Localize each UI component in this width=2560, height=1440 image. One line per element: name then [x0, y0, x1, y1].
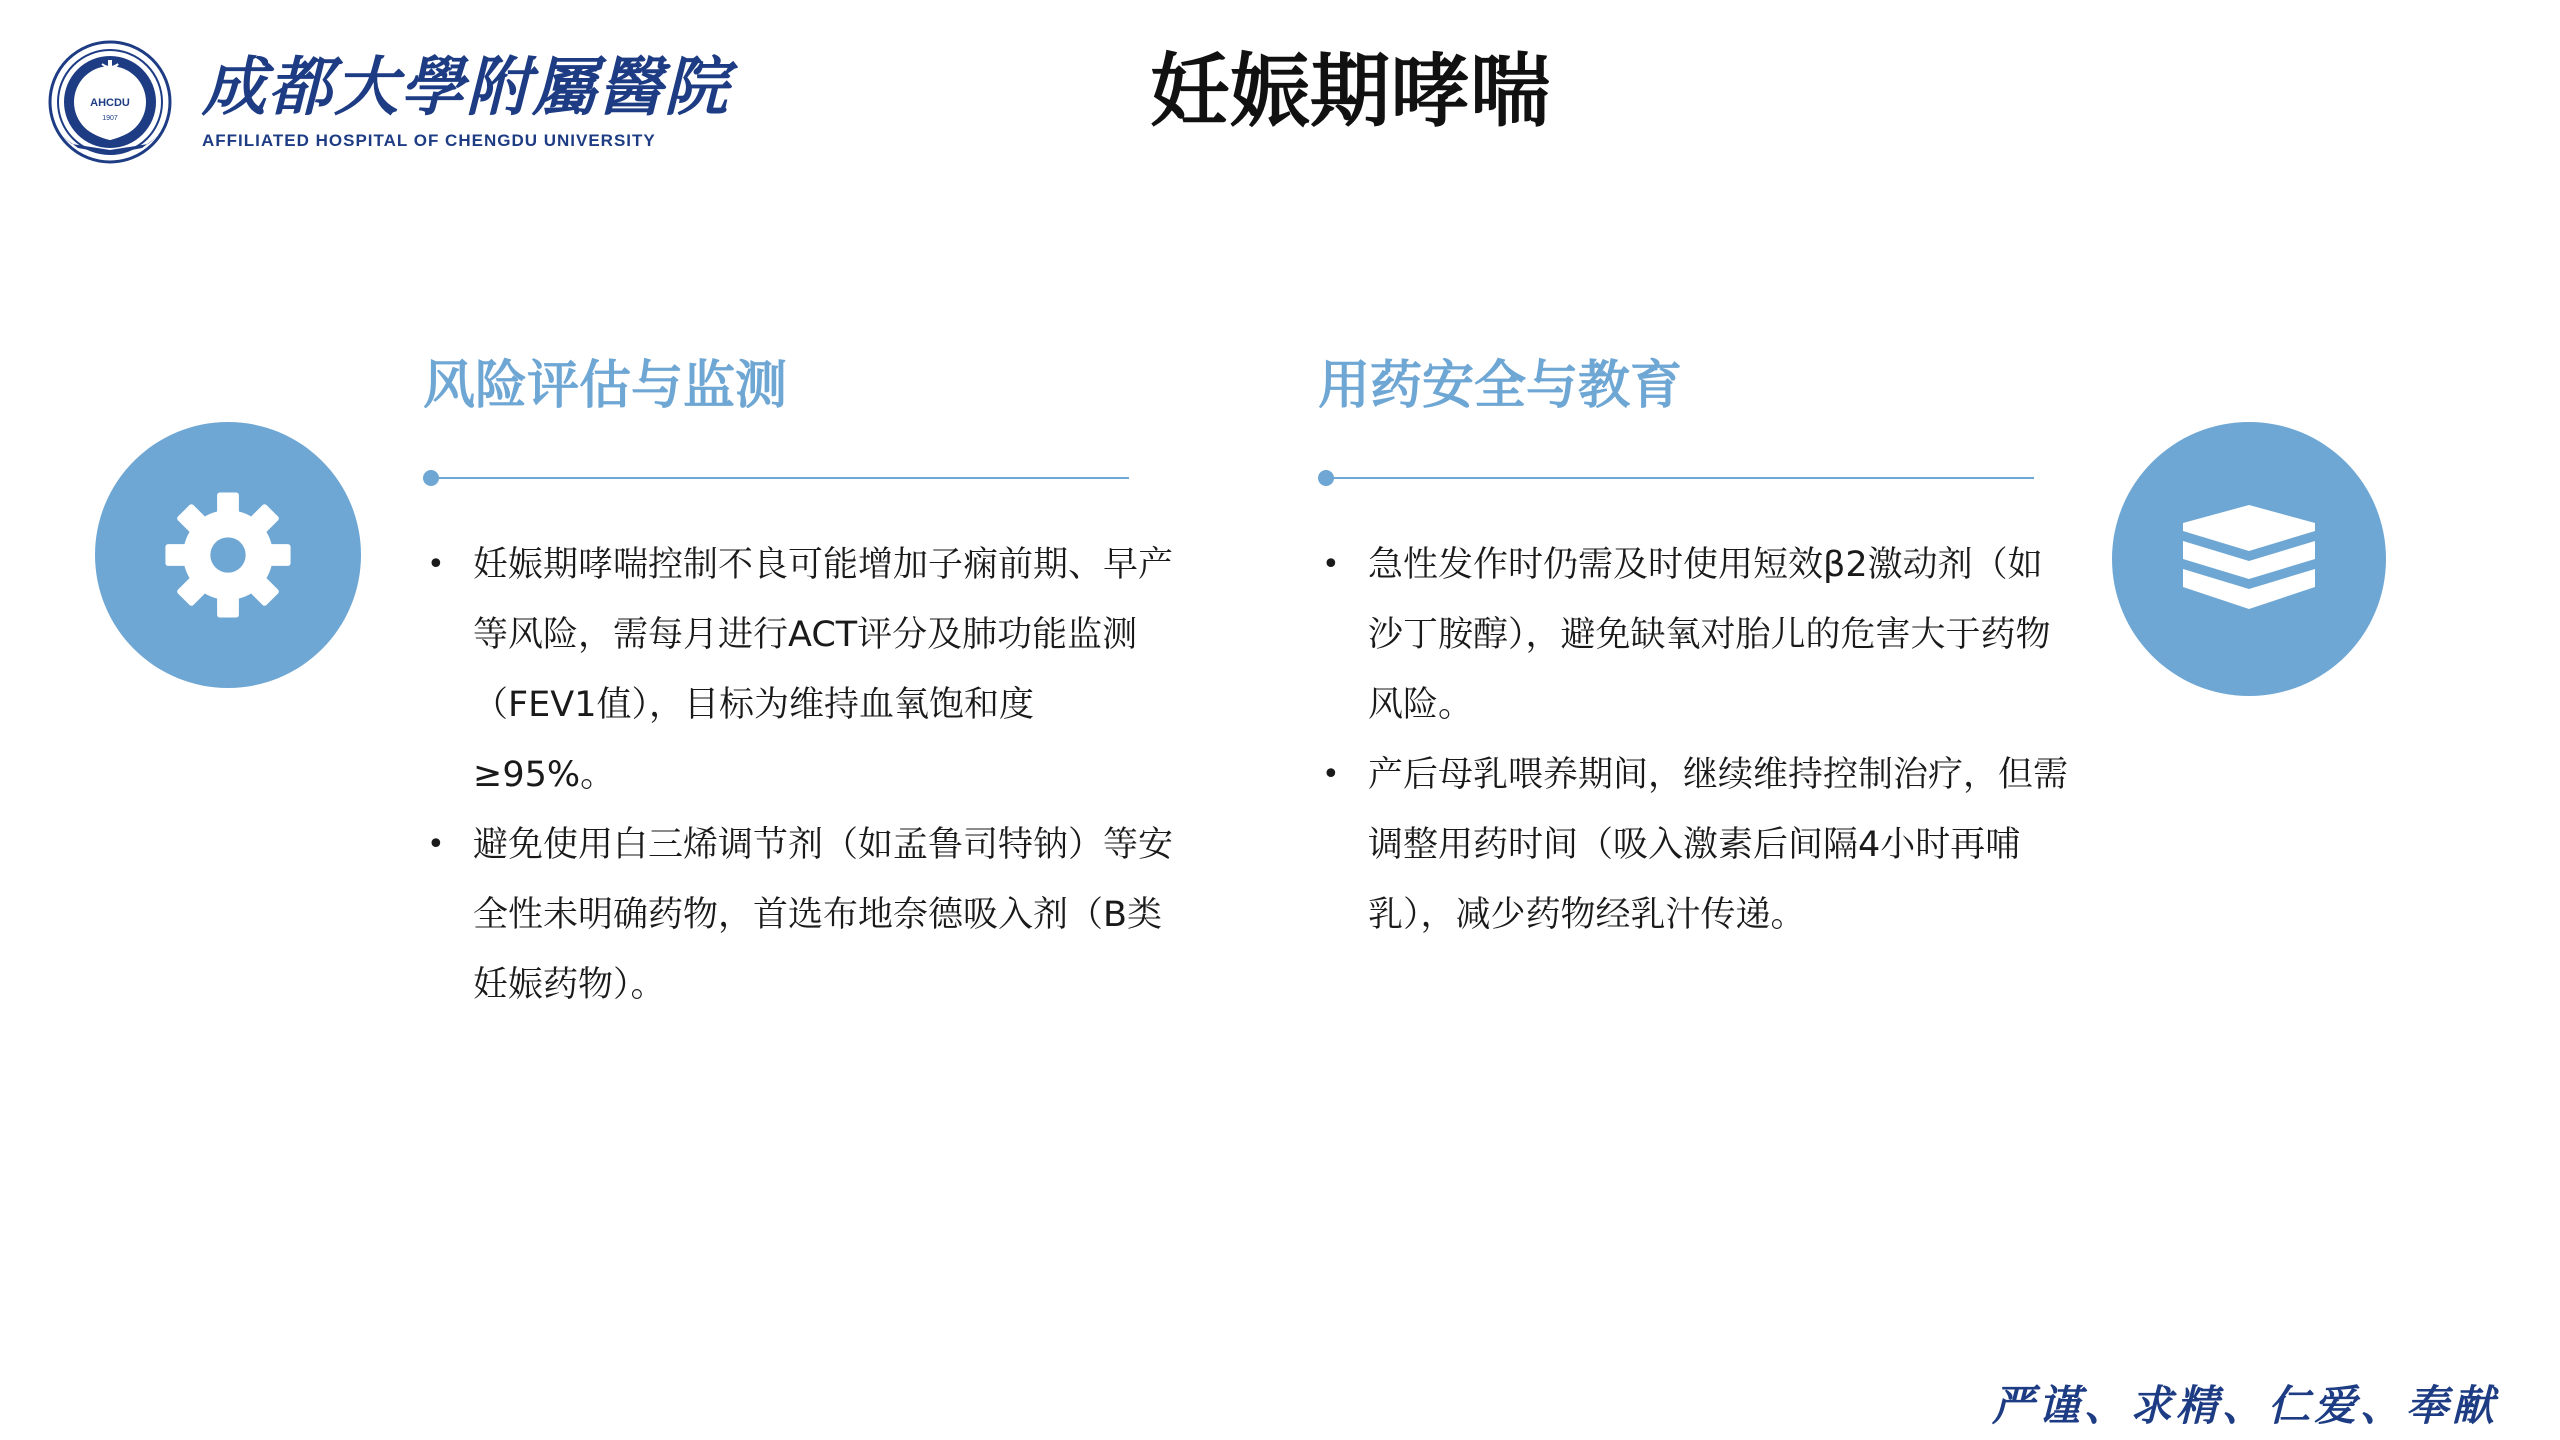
bullet-dot-icon: •: [1322, 757, 1340, 792]
page-title: 妊娠期哮喘: [1150, 45, 1550, 138]
logo-name-cn: 成都大學附屬醫院: [202, 50, 730, 125]
section-divider: [423, 470, 1183, 486]
bullet-dot-icon: •: [427, 827, 445, 862]
bullet-text: 产后母乳喂养期间，继续维持控制治疗，但需调整用药时间（吸入激素后间隔4小时再哺乳），减少药物经乳汁传递。: [1368, 755, 2069, 935]
section-risk-assessment: [423, 352, 1183, 1020]
bullet-list: [1318, 530, 2078, 950]
bullet-item: [423, 810, 1183, 1020]
bullet-item: [423, 530, 1183, 810]
bullet-list: [423, 530, 1183, 1020]
layers-icon: [2179, 499, 2319, 619]
bullet-text: 急性发作时仍需及时使用短效β2激动剂（如沙丁胺醇），避免缺氧对胎儿的危害大于药物风险。: [1368, 545, 2051, 725]
seal-text: AHCDU: [90, 97, 130, 109]
bullet-text: 避免使用白三烯调节剂（如孟鲁司特钠）等安全性未明确药物，首选布地奈德吸入剂（B类妊娠药物）。: [473, 825, 1174, 1005]
section-divider: [1318, 470, 2078, 486]
layers-icon-circle: [2112, 422, 2386, 696]
gear-icon-circle: [95, 422, 361, 688]
bullet-dot-icon: •: [427, 547, 445, 582]
bullet-dot-icon: •: [1322, 547, 1340, 582]
divider-line: [431, 477, 1129, 479]
section-medication-safety: [1318, 352, 2078, 950]
bullet-text: 妊娠期哮喘控制不良可能增加子痫前期、早产等风险，需每月进行ACT评分及肺功能监测（FEV1值），目标为维持血氧饱和度≥95%。: [473, 545, 1174, 795]
bullet-item: [1318, 530, 2078, 740]
section-title: 用药安全与教育: [1318, 356, 1683, 416]
seal-year: 1907: [102, 115, 118, 122]
gear-icon: [160, 487, 296, 623]
logo-name-en: AFFILIATED HOSPITAL OF CHENGDU UNIVERSITY: [202, 131, 656, 150]
divider-line: [1326, 477, 2034, 479]
section-title: 风险评估与监测: [423, 356, 788, 416]
bullet-item: [1318, 740, 2078, 950]
hospital-motto: 严谨、求精、仁爱、奉献: [1991, 1381, 2498, 1430]
